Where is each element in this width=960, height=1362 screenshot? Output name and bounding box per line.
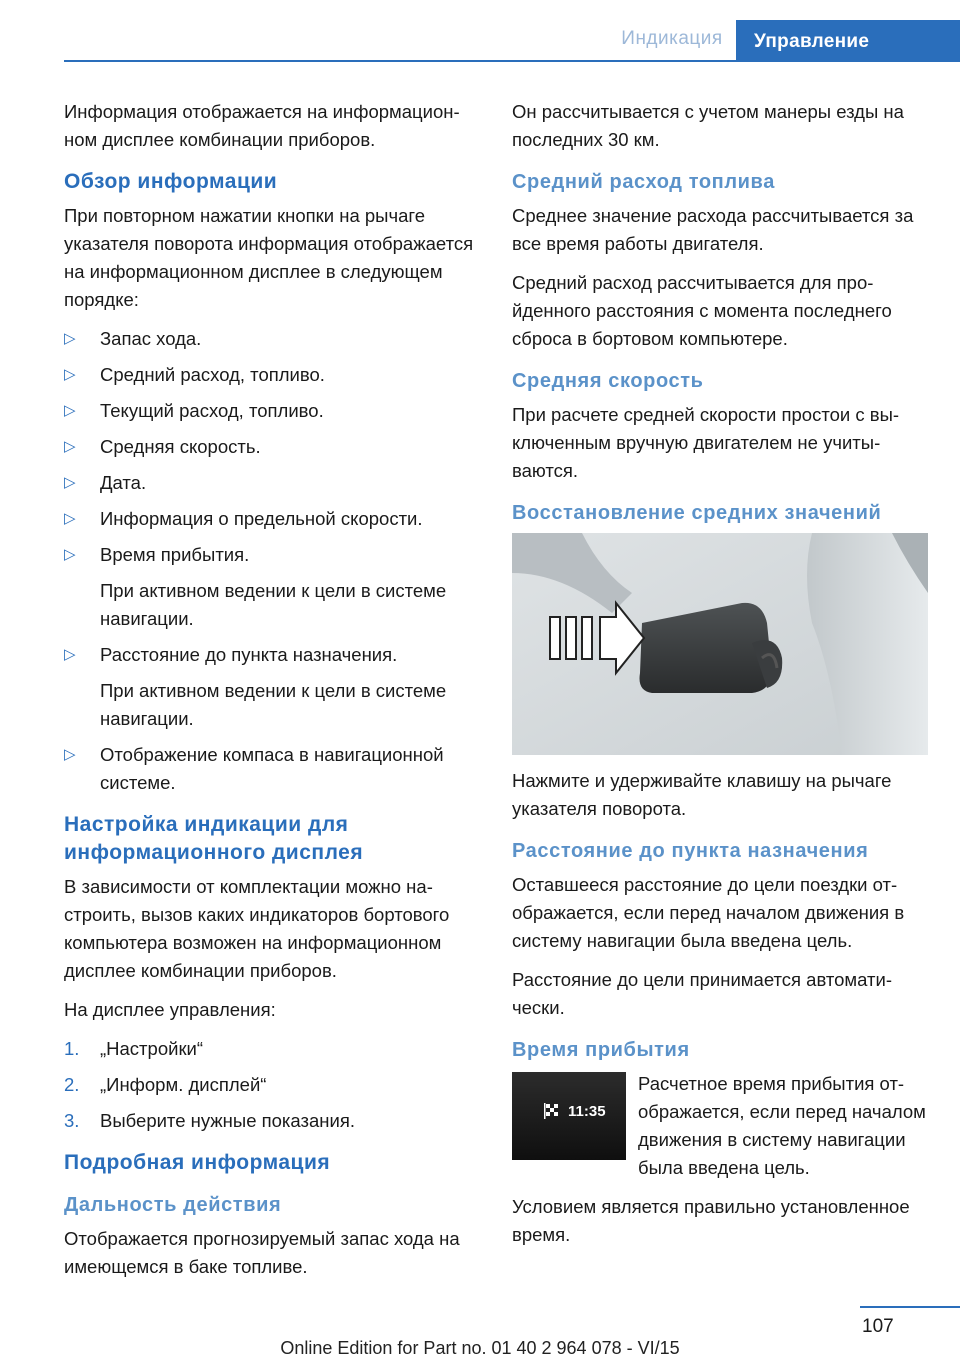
setup-heading: Настройка индикации для информационного дисплея: [64, 813, 364, 864]
list-item-note: При активном ведении к цели в системе навигации.: [100, 680, 447, 729]
reset-caption: Нажмите и удерживайте клавишу на рычаге указателя поворота.: [512, 770, 892, 819]
intro-text: Информация отображается на информационном дисплее комбинации приборов.: [64, 101, 460, 150]
range-continued-text: Он рассчитывается с учетом манеры езды на последних 30 км.: [512, 101, 904, 150]
list-item: ▷ Дата.: [64, 469, 482, 497]
triangle-bullet-icon: ▷: [64, 438, 76, 455]
list-item: ▷ Расстояние до пункта назначения. При активном ведении к цели в системе навигации.: [64, 641, 482, 733]
header-divider: [64, 60, 960, 62]
overview-heading: Обзор информации: [64, 170, 278, 193]
list-item: ▷ Время прибытия. При активном ведении к цели в системе навигации.: [64, 541, 482, 633]
triangle-bullet-icon: ▷: [64, 646, 76, 663]
tab-indication[interactable]: Индикация: [621, 28, 723, 49]
eta-text-2: Условием является правильно установленное время.: [512, 1196, 910, 1245]
detail-heading: Подробная информация: [64, 1151, 331, 1174]
eta-text-1: Расчетное время прибытия отображается, если перед началом движения в систему навигации была введена цель.: [638, 1073, 926, 1178]
setup-text: В зависимости от комплектации можно настроить, вызов каких индикаторов бортового компьютера возможен на информационном дисплее комбинации приборов.: [64, 876, 450, 981]
avg-speed-text: При расчете средней скорости простои с выключенным вручную двигателем не учитываются.: [512, 404, 900, 481]
list-item: ▷ Информация о предельной скорости.: [64, 505, 482, 533]
setup-steps: [64, 1035, 482, 1135]
display-label: На дисплее управления:: [64, 999, 276, 1020]
list-item: ▷ Запас хода.: [64, 325, 482, 353]
list-item: ▷ Средняя скорость.: [64, 433, 482, 461]
triangle-bullet-icon: ▷: [64, 746, 76, 763]
triangle-bullet-icon: ▷: [64, 510, 76, 527]
arrival-time-display: [512, 1072, 626, 1160]
avg-fuel-text-2: Средний расход рассчитывается для пройденного расстояния с момента последнего сброса в бортовом компьютере.: [512, 272, 892, 349]
list-item: ▷ Средний расход, топливо.: [64, 361, 482, 389]
overview-text: При повторном нажатии кнопки на рычаге указателя поворота информация отображается на информационном дисплее в следующем порядке:: [64, 205, 474, 310]
eta-heading: Время прибытия: [512, 1039, 690, 1061]
step-item: 2. „Информ. дисплей“: [64, 1074, 267, 1095]
reset-heading: Восстановление средних значений: [512, 502, 882, 524]
footer-edition-text: Online Edition for Part no. 01 40 2 964 078 - VI/15: [280, 1338, 680, 1358]
eta-section: [512, 1070, 930, 1249]
triangle-bullet-icon: ▷: [64, 474, 76, 491]
avg-speed-heading: Средняя скорость: [512, 370, 704, 392]
step-item: 1. „Настройки“: [64, 1038, 204, 1059]
page-number: 107: [862, 1316, 894, 1337]
list-item: ▷ Отображение компаса в навигационной системе.: [64, 741, 482, 797]
distance-text-1: Оставшееся расстояние до цели поездки отображается, если перед началом движения в систему навигации была введена цель.: [512, 874, 905, 951]
distance-text-2: Расстояние до цели принимается автоматически.: [512, 969, 893, 1018]
range-text: Отображается прогнозируемый запас хода на имеющемся в баке топливе.: [64, 1228, 460, 1277]
left-column: [64, 98, 482, 1292]
turn-signal-lever-photo: [512, 533, 928, 755]
range-heading: Дальность действия: [64, 1194, 282, 1216]
right-column: [512, 98, 930, 1260]
footer-divider: [860, 1306, 960, 1308]
list-item: ▷ Текущий расход, топливо.: [64, 397, 482, 425]
list-item-note: При активном ведении к цели в системе навигации.: [100, 580, 447, 629]
step-item: 3. Выберите нужные показания.: [64, 1110, 355, 1131]
triangle-bullet-icon: ▷: [64, 330, 76, 347]
avg-fuel-heading: Средний расход топлива: [512, 171, 775, 193]
eta-time: 11:35: [568, 1103, 606, 1120]
tab-control[interactable]: Управление: [736, 20, 960, 62]
info-order-list: [64, 325, 482, 797]
triangle-bullet-icon: ▷: [64, 402, 76, 419]
triangle-bullet-icon: ▷: [64, 546, 76, 563]
triangle-bullet-icon: ▷: [64, 366, 76, 383]
distance-heading: Расстояние до пункта назначения: [512, 840, 869, 862]
avg-fuel-text-1: Среднее значение расхода рассчитывается за все время работы двигателя.: [512, 205, 914, 254]
